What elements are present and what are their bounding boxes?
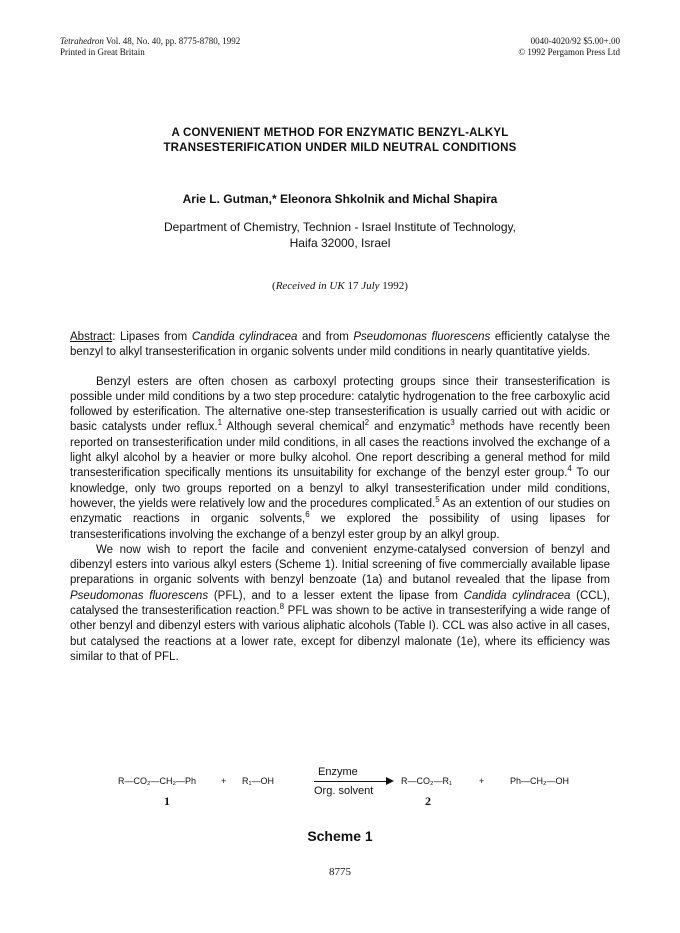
authors: Arie L. Gutman,* Eleonora Shkolnik and Michal Shapira [182, 192, 498, 206]
journal-citation: Vol. 48, No. 40, pp. 8775-8780, 1992 [103, 36, 241, 46]
plus-sign: + [479, 776, 485, 786]
product-alkyl-ester: R—CO₂—R₁ [401, 776, 453, 786]
reference-marker: 4 [567, 464, 572, 474]
journal-name: Tetrahedron [60, 36, 104, 46]
article-code: 0040-4020/92 $5.00+.00 [530, 36, 620, 46]
reaction-arrow [314, 781, 390, 782]
product-benzyl-alcohol: Ph—CH₂—OH [510, 776, 570, 786]
abstract: Abstract: Lipases from Candida cylindracea and from Pseudomonas fluorescens efficiently catalyse the benzyl to alkyl transesterification in organic solvents under mild conditions in nearly quantitative yields. [70, 331, 610, 359]
received-date: (Received in UK 17 July 1992) [272, 280, 408, 292]
abstract-label: Abstract [70, 331, 113, 343]
reactant-benzyl-ester: R—CO₂—CH₂—Ph [118, 776, 196, 786]
reference-marker: 6 [305, 510, 310, 520]
compound-number-2: 2 [425, 794, 431, 808]
article-body [70, 330, 610, 665]
reference-marker: 8 [279, 602, 285, 612]
copyright-line: © 1992 Pergamon Press Ltd [518, 47, 620, 57]
reactant-alcohol: R₁—OH [242, 776, 275, 786]
reference-marker: 5 [435, 495, 440, 505]
printed-location: Printed in Great Britain [60, 47, 145, 57]
journal-header-right [518, 36, 620, 58]
reaction-scheme [118, 752, 588, 812]
paragraph-introduction: Benzyl esters are often chosen as carboxyl protecting groups since their transesterification is possible under mild conditions by a two step procedure: catalytic hydrogenation to the free carboxylic acid followed by esterification. The alternative one-step transesterification is usually carried out with acidic or basic catalysts under reflux.$^1$ Although several chemical$^2$ and enzymatic$^3$ methods have recently been reported on transesterification under mild conditions, in all cases the reactions involved the exchange of a light alkyl alcohol by a heavier or more bulky alcohol. One report describing a general method for mild transesterification specifically mentions its unsuitability for exchange of the benzyl ester group.$^4$ To our knowledge, only two groups reported on a benzyl to alkyl transesterification under mild conditions, however, the yields were relatively low and the procedures complicated.$^5$ As an extention of our studies on enzymatic reactions in organic solvents,$^6$ we explored the possibility of using lipases for transesterifications involving the exchange of a benzyl ester group by an alkyl group. [70, 375, 611, 541]
reference-marker: 1 [217, 418, 223, 428]
paragraph-results: We now wish to report the facile and convenient enzyme-catalysed conversion of benzyl and dibenzyl esters into various alkyl esters (Scheme 1). Initial screening of five commercially available lipase preparations in organic solvents with benzyl benzoate (1a) and butanol revealed that the lipase from Pseudomonas fluorescens (PFL), and to a lesser extent the lipase from Candida cylindracea (CCL), catalysed the transesterification reaction.$^8$ PFL was shown to be active in transesterifying a wide range of other benzyl and dibenzyl esters with various aliphatic alcohols (Table I). CCL was also active in all cases, but catalysed the reactions at a lower rate, except for dibenzyl malonate (1e), where its efficiency was similar to that of PFL. [70, 543, 611, 663]
compound-number-1: 1 [164, 794, 170, 808]
reagent-enzyme: Enzyme [318, 766, 358, 778]
arrow-head-icon [386, 777, 394, 785]
paper-title [60, 126, 620, 156]
reference-marker: 3 [450, 418, 455, 428]
page-number: 8775 [329, 866, 351, 878]
plus-sign: + [221, 776, 227, 786]
reference-marker: 2 [364, 418, 370, 428]
scheme-caption: Scheme 1 [307, 828, 373, 844]
journal-header-left [60, 36, 240, 58]
affiliation-line-2: Haifa 32000, Israel [289, 236, 391, 250]
title-line-2: TRANSESTERIFICATION UNDER MILD NEUTRAL CONDITIONS [163, 142, 517, 154]
reagent-solvent: Org. solvent [314, 785, 374, 797]
affiliation-line-1: Department of Chemistry, Technion - Israel Institute of Technology, [164, 220, 516, 234]
affiliation [60, 219, 620, 251]
title-line-1: A CONVENIENT METHOD FOR ENZYMATIC BENZYL-ALKYL [171, 127, 509, 139]
